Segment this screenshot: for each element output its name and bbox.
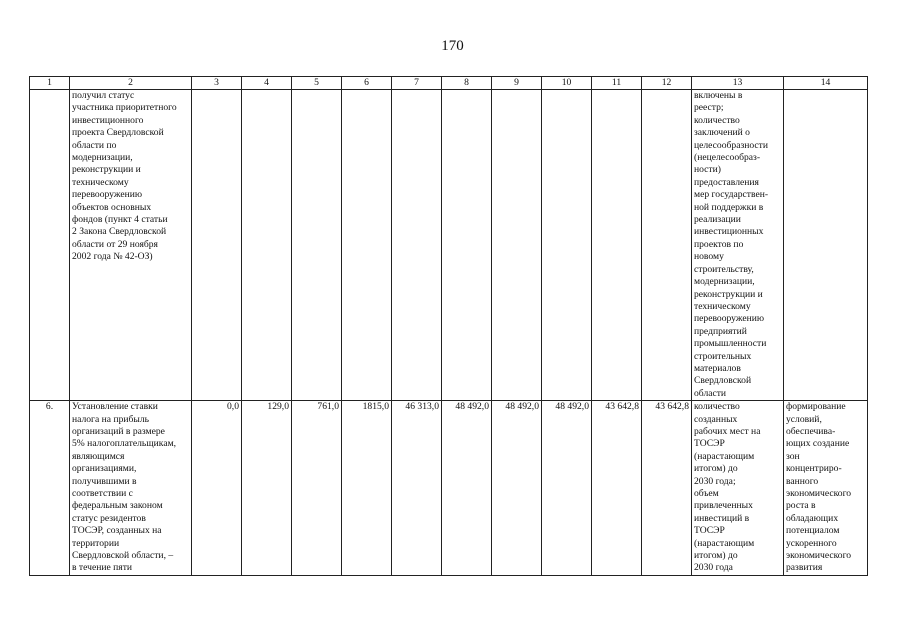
header-cell: 8	[442, 77, 492, 90]
header-cell: 7	[392, 77, 442, 90]
header-cell: 11	[592, 77, 642, 90]
value-cell: 0,0	[192, 401, 242, 576]
header-cell: 5	[292, 77, 342, 90]
indicator-cell: количество созданных рабочих мест на ТОСЭР (нарастающим итогом) до 2030 года; объем привлеченных инвестиций в ТОСЭР (нарастающим итогом) до 2030 года	[692, 401, 784, 576]
goal-cell	[784, 90, 868, 401]
value-cell: 43 642,8	[592, 401, 642, 576]
row-number-cell: 6.	[30, 401, 70, 576]
header-cell: 10	[542, 77, 592, 90]
page-number: 170	[441, 38, 464, 54]
value-cell: 48 492,0	[542, 401, 592, 576]
value-cell	[442, 90, 492, 401]
value-cell	[392, 90, 442, 401]
value-cell: 761,0	[292, 401, 342, 576]
value-cell: 46 313,0	[392, 401, 442, 576]
header-cell: 1	[30, 77, 70, 90]
value-cell	[242, 90, 292, 401]
table-row	[30, 401, 868, 576]
value-cell	[192, 90, 242, 401]
value-cell	[642, 90, 692, 401]
header-cell: 3	[192, 77, 242, 90]
header-cell: 12	[642, 77, 692, 90]
header-cell: 14	[784, 77, 868, 90]
header-cell: 9	[492, 77, 542, 90]
document-table	[29, 76, 868, 576]
value-cell: 1815,0	[342, 401, 392, 576]
header-cell: 6	[342, 77, 392, 90]
description-cell: Установление ставки налога на прибыль организаций в размере 5% налогоплательщикам, являющимся организациями, получившими в соответствии с федеральным законом статус резидентов ТОСЭР, созданных на территории Свердловской области, – в течение пяти	[70, 401, 192, 576]
header-cell: 13	[692, 77, 784, 90]
goal-cell: формирование условий, обеспечива- ющих создание зон концентриро- ванного экономического роста в обладающих потенциалом ускоренного экономического развития	[784, 401, 868, 576]
value-cell: 129,0	[242, 401, 292, 576]
indicator-cell: включены в реестр; количество заключений о целесообразности (нецелесообраз- ности) предоставления мер государствен- ной поддержки в реализации инвестиционных проектов по новому строительству, модернизации, реконструкции и техническому перевооружению предприятий промышленности строительных материалов Свердловской области	[692, 90, 784, 401]
value-cell	[542, 90, 592, 401]
table-row	[30, 90, 868, 401]
header-row	[30, 77, 868, 90]
description-cell: получил статус участника приоритетного инвестиционного проекта Свердловской области по модернизации, реконструкции и техническому перевооружению объектов основных фондов (пункт 4 статьи 2 Закона Свердловской области от 29 ноября 2002 года № 42-ОЗ)	[70, 90, 192, 401]
value-cell	[492, 90, 542, 401]
value-cell: 48 492,0	[442, 401, 492, 576]
value-cell: 48 492,0	[492, 401, 542, 576]
value-cell: 43 642,8	[642, 401, 692, 576]
header-cell: 2	[70, 77, 192, 90]
value-cell	[592, 90, 642, 401]
value-cell	[342, 90, 392, 401]
value-cell	[292, 90, 342, 401]
header-cell: 4	[242, 77, 292, 90]
row-number-cell	[30, 90, 70, 401]
